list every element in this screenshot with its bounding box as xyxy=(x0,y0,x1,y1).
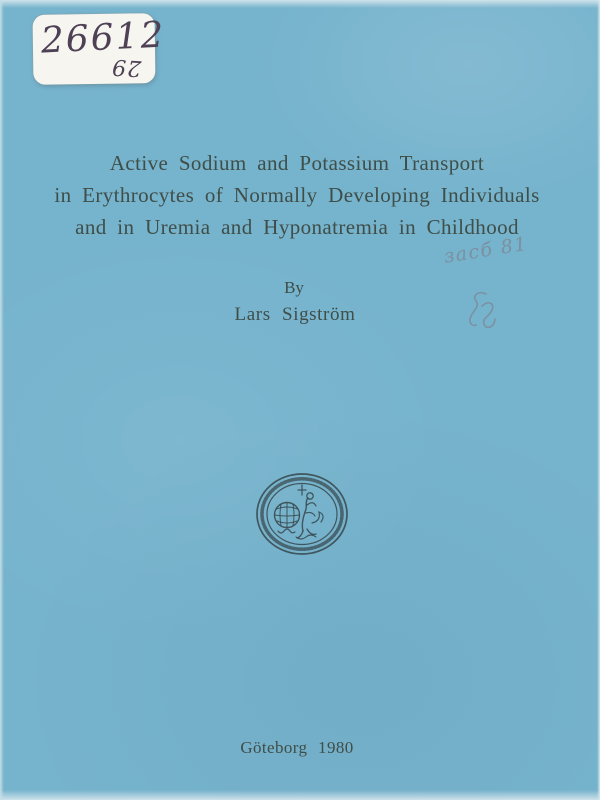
pencil-annotation: засб 81 xyxy=(442,232,530,268)
pencil-monogram-icon xyxy=(462,288,502,336)
catalog-sticker xyxy=(33,13,167,85)
title-line: in Erythrocytes of Normally Developing Individuals xyxy=(54,183,540,207)
cover-edge-top xyxy=(0,0,600,8)
title-line: and in Uremia and Hyponatremia in Childhood xyxy=(75,215,519,239)
imprint: Göteborg 1980 xyxy=(240,738,354,757)
cover-edge-left xyxy=(0,0,4,800)
catalog-number: 26612 xyxy=(39,14,167,62)
title xyxy=(0,147,597,243)
title-line: Active Sodium and Potassium Transport xyxy=(109,151,485,175)
university-seal-icon xyxy=(254,471,350,557)
author-name: Lars Sigström xyxy=(234,304,356,325)
catalog-number-secondary: 29 xyxy=(110,53,142,81)
byline-label: By xyxy=(284,278,304,297)
cover-edge-bottom xyxy=(0,790,600,800)
